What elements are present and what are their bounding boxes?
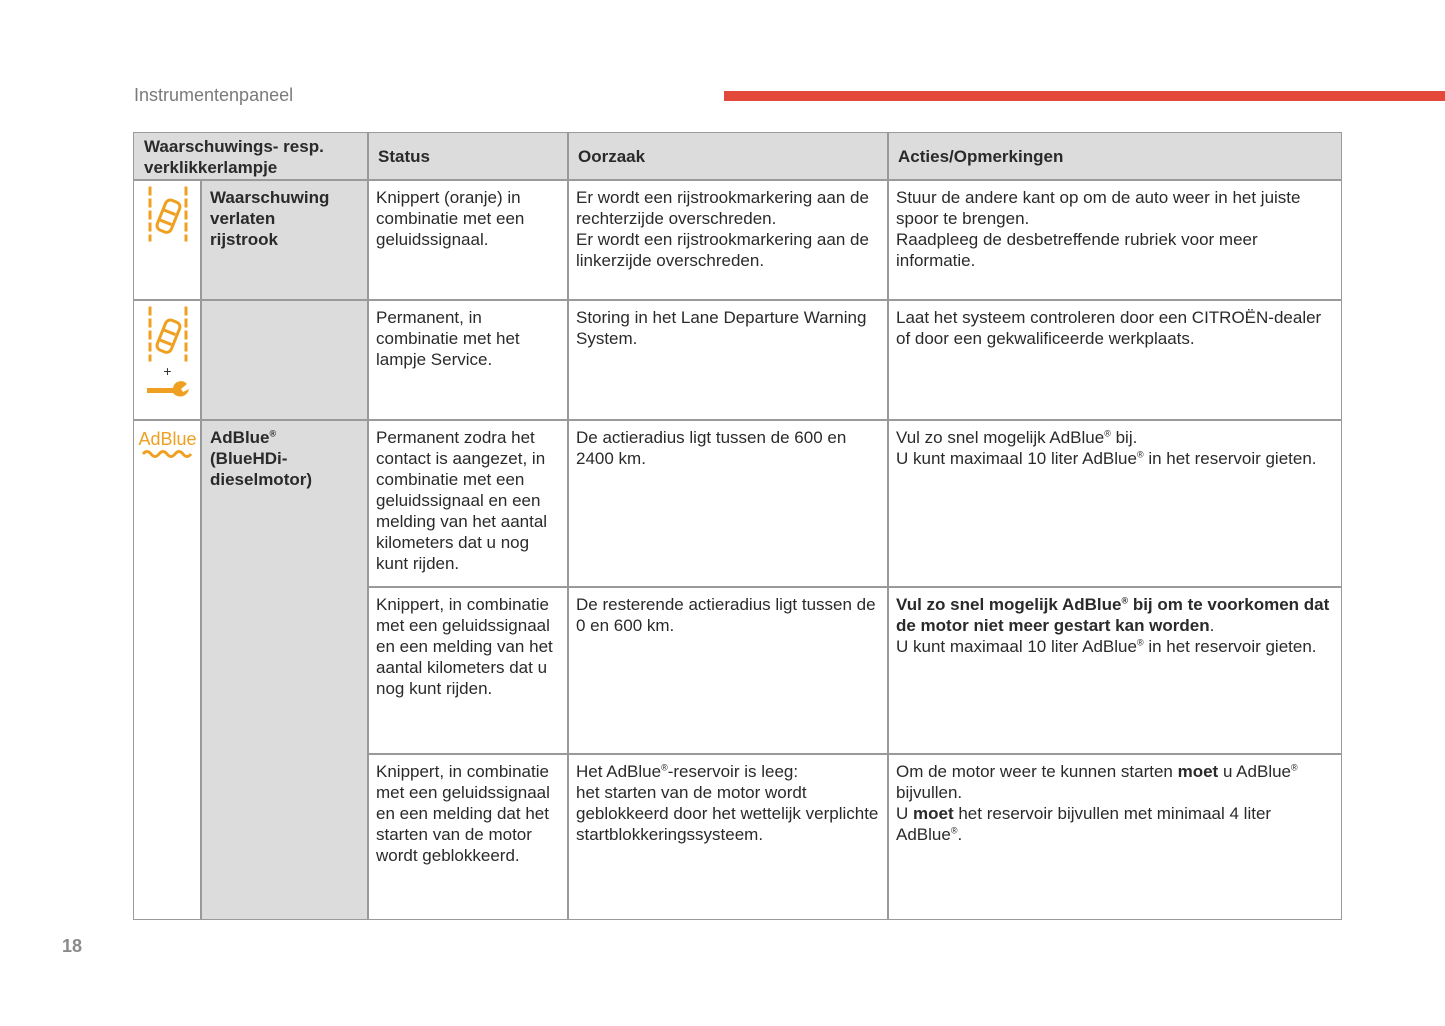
row4-cause: De resterende actieradius ligt tussen de 0 en 600 km. (576, 595, 876, 635)
text: in het reservoir gieten. (1143, 637, 1317, 656)
grid-line (134, 179, 1342, 181)
text: Vul zo snel mogelijk AdBlue (896, 428, 1105, 447)
text: bijvullen. (896, 783, 963, 802)
emphasis: moet (1177, 762, 1219, 781)
row2-action: Laat het systeem controleren door een CITROËN-dealer of door een gekwalificeerde werkplaats. (896, 308, 1322, 348)
row3-icon (134, 420, 201, 920)
header-action: Acties/Opmerkingen (888, 133, 1342, 180)
row2-icon (134, 300, 201, 420)
grid-line (367, 133, 369, 920)
section-title: Instrumentenpaneel (134, 85, 294, 105)
page-number: 18 (62, 936, 83, 956)
row4-status: Knippert, in combinatie met een geluidssignaal en een melding van het aantal kilometers dat u nog kunt rijden. (376, 595, 553, 698)
adblue-name: AdBlue (210, 428, 270, 447)
row1-status: Knippert (oranje) in combinatie met een geluidssignaal. (376, 188, 525, 249)
lane-departure-icon (144, 306, 192, 362)
adblue-name-detail: (BlueHDi- dieselmotor) (210, 449, 313, 489)
text: in het reservoir gieten. (1143, 449, 1317, 468)
row5-action (888, 754, 1342, 920)
registered-mark: ® (1291, 762, 1298, 773)
text: het starten van de motor wordt geblokkeerd door het wettelijk verplichte startblokkeringssysteem. (576, 783, 879, 844)
registered-mark: ® (950, 825, 958, 836)
wrench-icon (145, 380, 191, 400)
text: U kunt maximaal 10 liter AdBlue (896, 637, 1137, 656)
registered-mark: ® (661, 762, 668, 773)
row2-name (201, 300, 368, 420)
row3-name (201, 420, 368, 920)
grid-line (567, 133, 569, 920)
row3-status: Permanent zodra het contact is aangezet, in combinatie met een geluidssignaal en een melding van het aantal kilometers dat u nog kunt rijden. (376, 428, 548, 573)
row3-action (888, 420, 1342, 587)
row4-action (888, 587, 1342, 754)
text: Vul zo snel mogelijk AdBlue (896, 595, 1122, 614)
text: -reservoir is leeg: (667, 762, 799, 781)
row2-cause: Storing in het Lane Departure Warning System. (576, 308, 867, 348)
text: . (1209, 616, 1215, 635)
header-status: Status (368, 133, 568, 180)
warning-lamps-table (133, 132, 1342, 920)
text: U (896, 804, 913, 823)
row1-icon (134, 180, 201, 300)
row1-name: Waarschuwing verlaten rijstrook (210, 188, 330, 249)
row3-cause: De actieradius ligt tussen de 600 en 2400 km. (576, 428, 847, 468)
registered-mark: ® (1136, 637, 1144, 648)
lane-departure-icon (144, 186, 192, 242)
text: . (957, 825, 963, 844)
row1-action: Stuur de andere kant op om de auto weer in het juiste spoor te brengen. Raadpleeg de desbetreffende rubriek voor meer informatie. (896, 188, 1301, 270)
text: u AdBlue (1218, 762, 1291, 781)
emphasis: moet (913, 804, 954, 823)
adblue-wave-icon (141, 448, 195, 458)
text: Om de motor weer te kunnen starten (896, 762, 1178, 781)
registered-mark: ® (1121, 595, 1129, 606)
row2-status: Permanent, in combinatie met het lampje Service. (376, 308, 520, 369)
text: het reservoir bijvullen met minimaal 4 liter AdBlue (896, 804, 1272, 844)
registered-mark: ® (1136, 449, 1144, 460)
plus-sign: + (163, 363, 172, 379)
registered-mark: ® (269, 428, 277, 439)
grid-line (134, 419, 1342, 421)
registered-mark: ® (1104, 428, 1111, 439)
text: bij. (1110, 428, 1138, 447)
text: bij om te voorkomen dat de motor niet meer gestart kan worden (896, 595, 1330, 635)
text: Het AdBlue (576, 762, 662, 781)
row5-status: Knippert, in combinatie met een geluidssignaal en een melding dat het starten van de motor wordt geblokkeerd. (376, 762, 550, 865)
grid-line (367, 586, 1342, 588)
header-cause: Oorzaak (568, 133, 888, 180)
header-lamp: Waarschuwings- resp. verklikkerlampje (134, 133, 368, 180)
section-accent-bar (724, 91, 1445, 101)
row1-cause: Er wordt een rijstrookmarkering aan de rechterzijde overschreden. Er wordt een rijstrookmarkering aan de linkerzijde overschreden. (576, 188, 869, 270)
text: U kunt maximaal 10 liter AdBlue (896, 449, 1137, 468)
adblue-icon: AdBlue (138, 429, 197, 449)
grid-line (367, 753, 1342, 755)
grid-line (200, 180, 202, 920)
grid-line (134, 299, 1342, 301)
grid-line (887, 133, 889, 920)
row5-cause (568, 754, 888, 920)
